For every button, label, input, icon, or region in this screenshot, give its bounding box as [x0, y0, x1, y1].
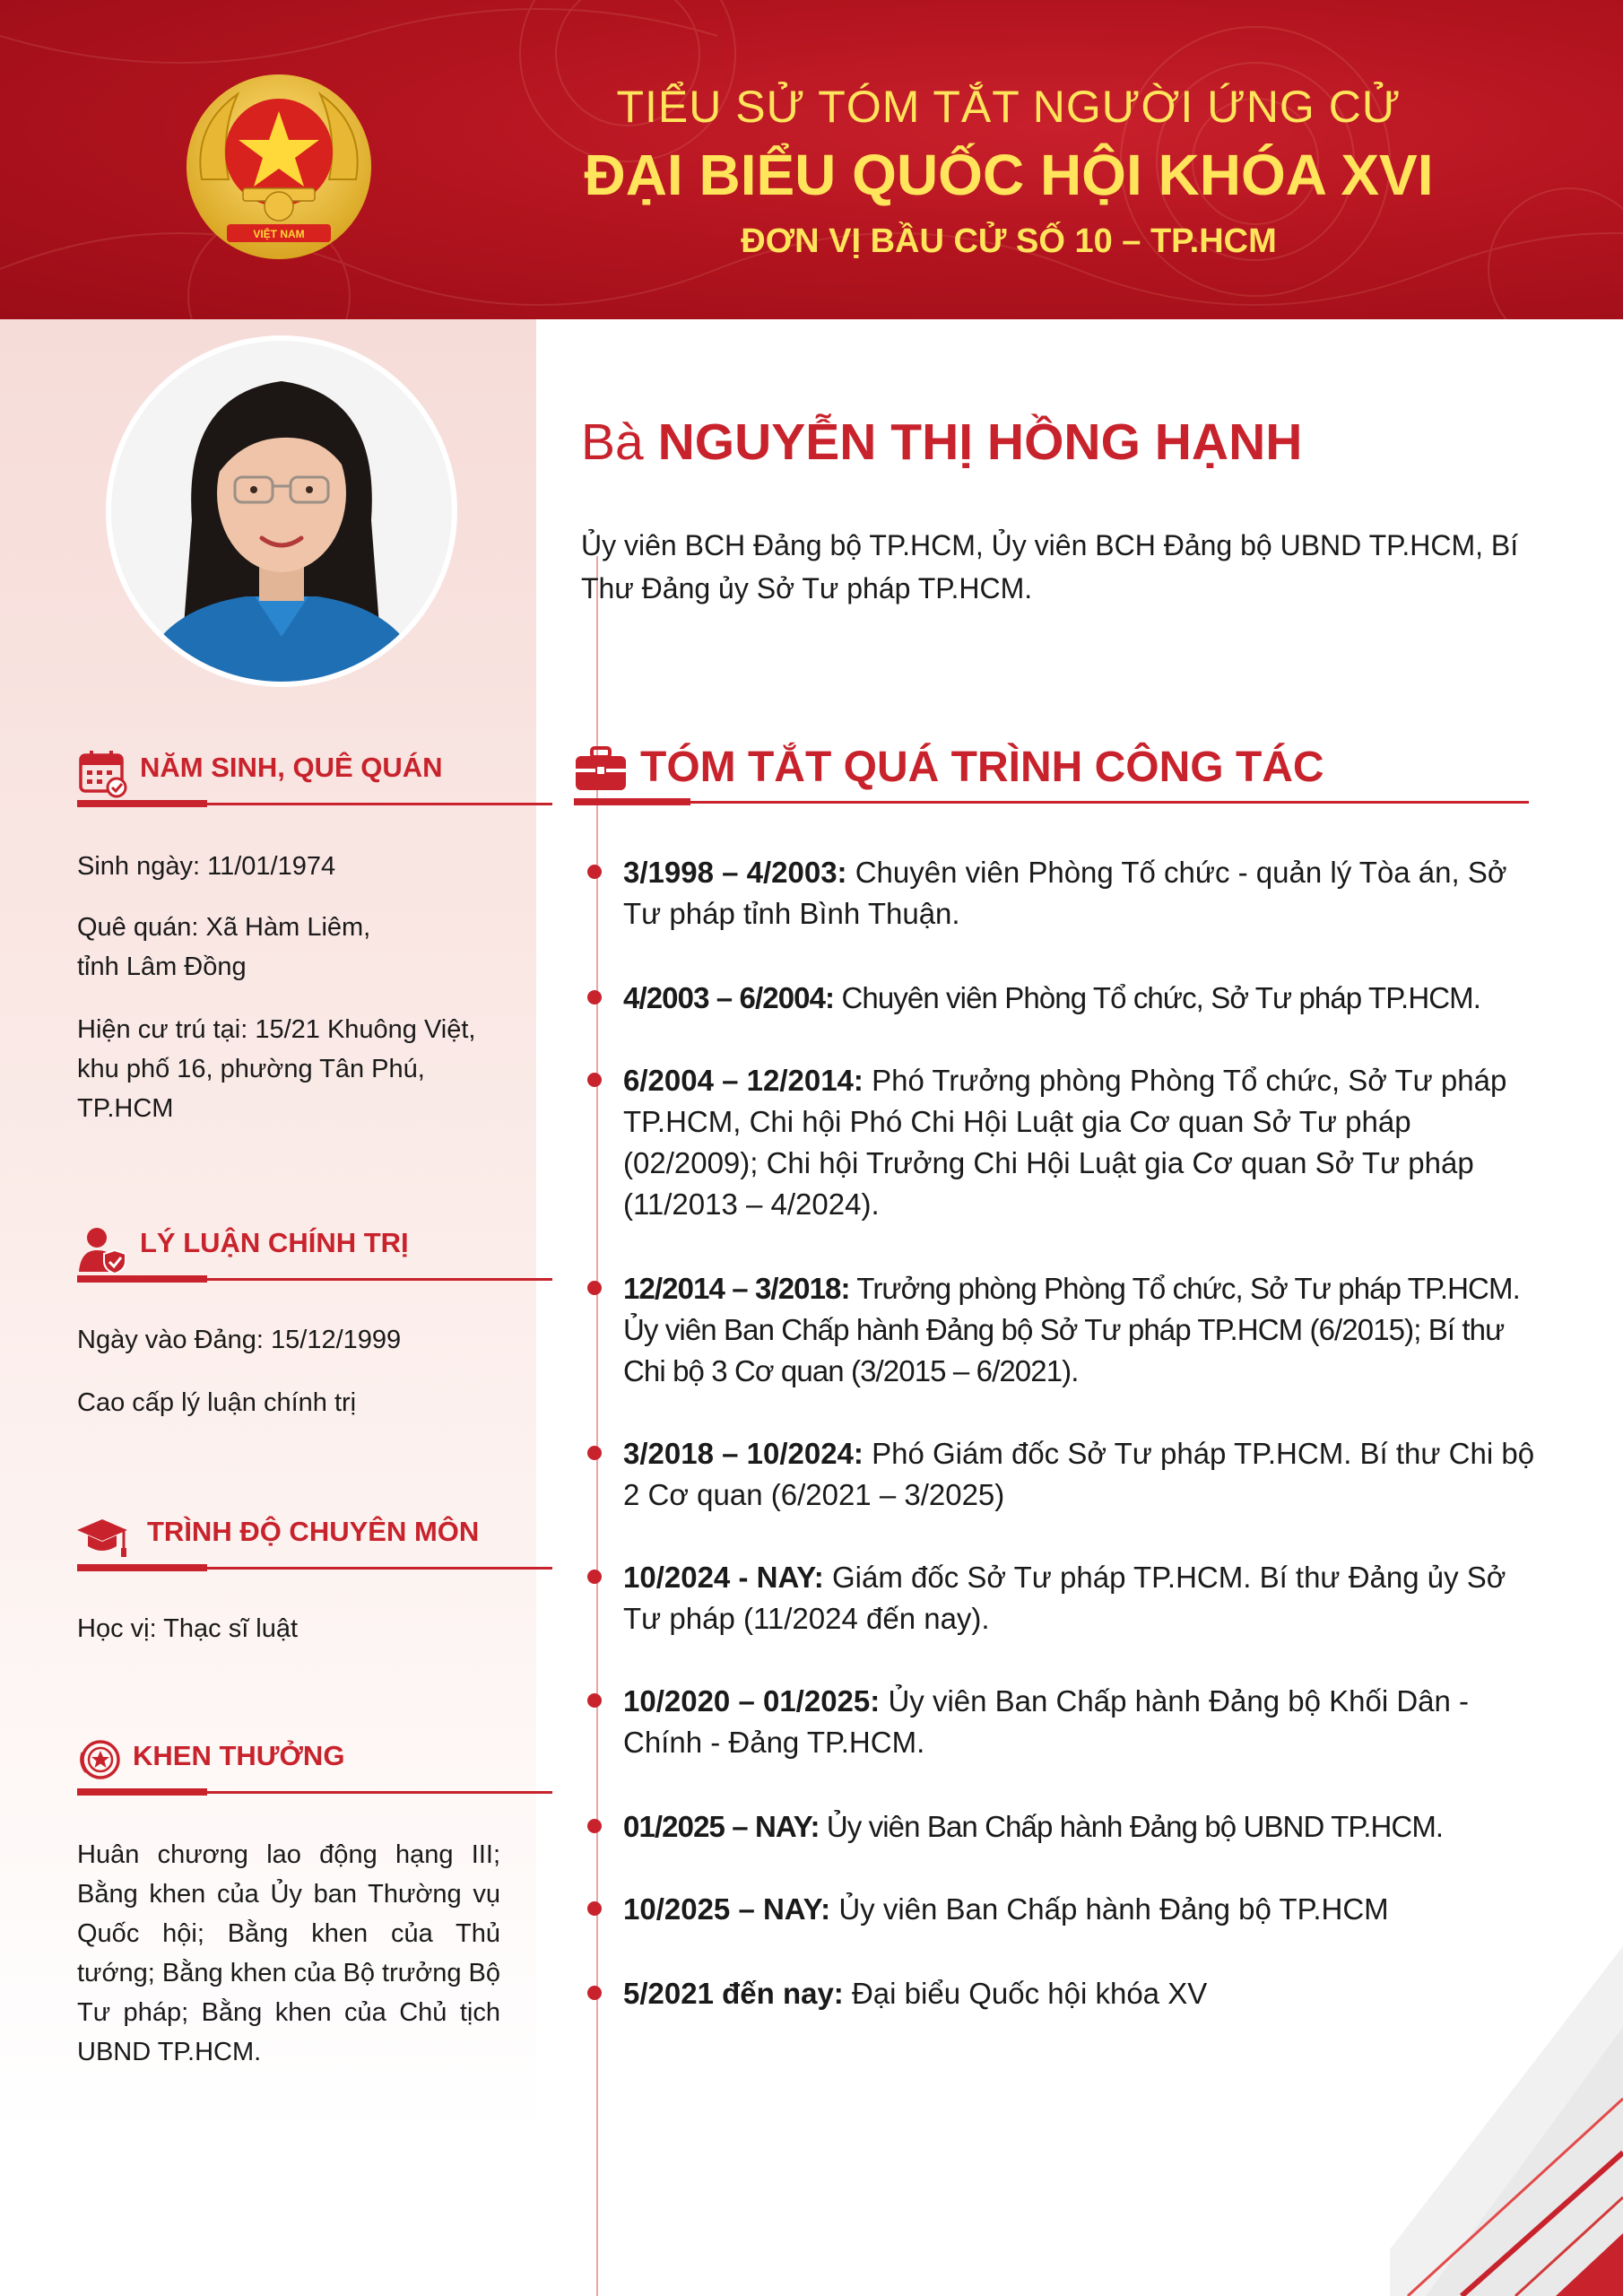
timeline-dot: [587, 1446, 602, 1460]
briefcase-icon: [574, 743, 628, 796]
timeline-date: 3/1998 – 4/2003:: [623, 856, 847, 889]
political-level: Cao cấp lý luận chính trị: [77, 1388, 357, 1417]
awards-text: Huân chương lao động hạng III; Bằng khen của Ủy ban Thường vụ Quốc hội; Bằng khen của Thủ tướng; Bằng khen của Bộ trưởng Bộ Tư pháp; Bằng khen của Chủ tịch UBND TP.HCM.: [77, 1840, 500, 2066]
hometown-line1: Quê quán: Xã Hàm Liêm,: [77, 913, 371, 942]
career-header: [574, 741, 1529, 805]
timeline-text: Chuyên viên Phòng Tố chức - quản lý Tòa án, Sở Tư pháp tỉnh Bình Thuận.: [623, 856, 1507, 930]
section-underline-thin: [207, 1791, 552, 1794]
header-subtitle: TIỂU SỬ TÓM TẮT NGƯỜI ỨNG CỬ: [616, 82, 1402, 132]
emblem-ribbon-text: VIỆT NAM: [253, 228, 305, 240]
user-shield-icon: [77, 1223, 127, 1274]
section-underline-thin: [207, 803, 552, 805]
timeline-date: 6/2004 – 12/2014:: [623, 1064, 864, 1097]
section-underline-thin: [207, 1278, 552, 1281]
timeline-date: 4/2003 – 6/2004:: [623, 981, 835, 1014]
left-sidebar: [0, 319, 536, 2296]
timeline-text: Chuyên viên Phòng Tổ chức, Sở Tư pháp TP.HCM.: [841, 981, 1481, 1014]
timeline-line: [596, 556, 598, 2296]
section-birth-title: NĂM SINH, QUÊ QUÁN: [140, 752, 443, 783]
career-underline-thin: [690, 801, 1529, 804]
decorative-stripes: [1390, 1830, 1623, 2296]
residence-line2: khu phố 16, phường Tân Phú,: [77, 1055, 425, 1083]
timeline-item: [623, 1557, 1542, 1639]
candidate-role: Ủy viên BCH Đảng bộ TP.HCM, Ủy viên BCH Đảng bộ UBND TP.HCM, Bí Thư Đảng ủy Sở Tư pháp TP.HCM.: [581, 529, 1519, 604]
section-underline-thin: [207, 1567, 552, 1570]
section-underline: [77, 1275, 207, 1283]
timeline-date: 10/2025 – NAY:: [623, 1892, 831, 1926]
residence-line3: TP.HCM: [77, 1094, 174, 1123]
timeline-dot: [587, 1901, 602, 1916]
birth-date: Sinh ngày: 11/01/1974: [77, 852, 336, 881]
timeline-text: Ủy viên Ban Chấp hành Đảng bộ TP.HCM: [838, 1892, 1389, 1926]
header-banner: [0, 0, 1623, 319]
name-full: NGUYỄN THỊ HỒNG HẠNH: [657, 413, 1303, 471]
residence-line1: Hiện cư trú tại: 15/21 Khuông Việt,: [77, 1015, 476, 1044]
timeline-item: [623, 1268, 1542, 1392]
national-emblem-icon: [184, 72, 374, 262]
header-title: ĐẠI BIỂU QUỐC HỘI KHÓA XVI: [584, 143, 1434, 207]
graduation-cap-icon: [77, 1512, 127, 1562]
portrait-photo: [111, 341, 452, 682]
timeline-date: 01/2025 – NAY:: [623, 1810, 820, 1843]
section-awards-header: [77, 1729, 476, 1792]
timeline-text: Phó Giám đốc Sở Tư pháp TP.HCM. Bí thư Chi bộ 2 Cơ quan (6/2021 – 3/2025): [623, 1437, 1535, 1511]
timeline-text: Ủy viên Ban Chấp hành Đảng bộ UBND TP.HCM.: [826, 1810, 1444, 1843]
career-title: TÓM TẮT QUÁ TRÌNH CÔNG TÁC: [640, 744, 1324, 791]
section-politics-header: [77, 1216, 476, 1279]
candidate-name: [581, 413, 1302, 472]
party-join-date: Ngày vào Đảng: 15/12/1999: [77, 1326, 402, 1354]
timeline-text: Trưởng phòng Phòng Tổ chức, Sở Tư pháp TP.HCM. Ủy viên Ban Chấp hành Đảng bộ Sở Tư pháp TP.HCM (6/2015); Bí thư Chi bộ 3 Cơ quan (3/2015 – 6/2021).: [623, 1272, 1520, 1387]
timeline-dot: [587, 1693, 602, 1708]
timeline-date: 12/2014 – 3/2018:: [623, 1272, 850, 1305]
timeline-dot: [587, 865, 602, 879]
timeline-item: [623, 852, 1542, 935]
timeline-dot: [587, 1281, 602, 1295]
name-prefix: Bà: [581, 413, 644, 471]
timeline-date: 10/2020 – 01/2025:: [623, 1684, 881, 1718]
timeline-item: [623, 1681, 1542, 1763]
timeline-text: Phó Trưởng phòng Phòng Tổ chức, Sở Tư pháp TP.HCM, Chi hội Phó Chi Hội Luật gia Cơ quan Sở Tư pháp (02/2009); Chi hội Trưởng Chi Hội Luật gia Cơ quan Sở Tư pháp (11/2013 – 4/2024).: [623, 1064, 1507, 1221]
section-education-title: TRÌNH ĐỘ CHUYÊN MÔN: [147, 1516, 480, 1547]
section-underline: [77, 800, 207, 807]
timeline-date: 5/2021 đến nay:: [623, 1977, 844, 2010]
timeline-dot: [587, 1819, 602, 1833]
degree: Học vị: Thạc sĩ luật: [77, 1614, 299, 1643]
portrait-illustration: [111, 341, 452, 682]
timeline-text: Ủy viên Ban Chấp hành Đảng bộ Khối Dân - Chính - Đảng TP.HCM.: [623, 1684, 1470, 1759]
timeline-item: [623, 1433, 1542, 1516]
timeline-dot: [587, 1986, 602, 2000]
timeline-date: 3/2018 – 10/2024:: [623, 1437, 864, 1470]
section-awards-title: KHEN THƯỞNG: [133, 1740, 345, 1771]
medal-icon: [77, 1736, 127, 1787]
timeline-date: 10/2024 - NAY:: [623, 1561, 824, 1594]
timeline-text: Đại biểu Quốc hội khóa XV: [851, 1977, 1208, 2010]
timeline-item: [623, 1060, 1542, 1225]
hometown-line2: tỉnh Lâm Đồng: [77, 952, 247, 981]
timeline-dot: [587, 1073, 602, 1087]
timeline-dot: [587, 1570, 602, 1584]
section-underline: [77, 1788, 207, 1796]
section-underline: [77, 1564, 207, 1571]
timeline-item: [623, 978, 1542, 1019]
career-underline: [574, 798, 690, 805]
timeline-text: Giám đốc Sở Tư pháp TP.HCM. Bí thư Đảng ủy Sở Tư pháp (11/2024 đến nay).: [623, 1561, 1506, 1635]
section-politics-title: LÝ LUẬN CHÍNH TRỊ: [140, 1227, 409, 1258]
section-birth-header: [77, 741, 476, 804]
timeline-dot: [587, 990, 602, 1004]
section-education-header: [77, 1505, 480, 1568]
header-unit: ĐƠN VỊ BẦU CỬ SỐ 10 – TP.HCM: [741, 222, 1277, 260]
calendar-icon: [77, 748, 127, 798]
